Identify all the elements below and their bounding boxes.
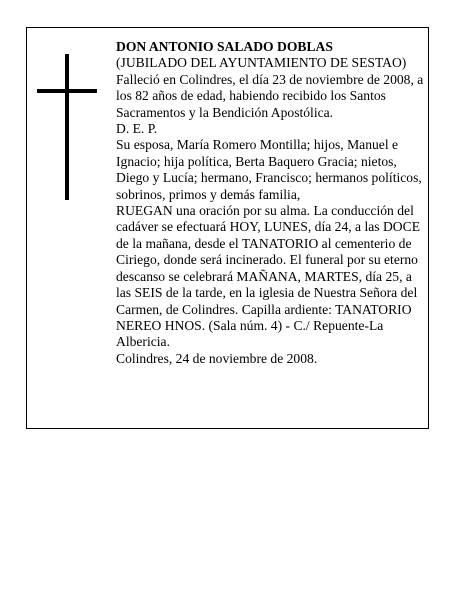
deceased-title: (JUBILADO DEL AYUNTAMIENTO DE SESTAO) [116,55,407,71]
death-statement: Falleció en Colindres, el día 23 de noviembre de 2008, a los 82 años de edad, habiendo recibido los Santos Sacramentos y la Bendición Apostólica. [116,71,424,120]
notice-body [116,39,428,367]
funeral-details: RUEGAN una oración por su alma. La conducción del cadáver se efectuará HOY, LUNES, día 24, a las DOCE de la mañana, desde el TANATORIO al cementerio de Ciriego, donde será incinerado. El funeral por su eterno descanso se celebrará MAÑANA, MARTES, día 25, a las SEIS de la tarde, en la iglesia de Nuestra Señora del Carmen, de Colindres. Capilla ardiente: TANATORIO NEREO HNOS. (Sala núm. 4) - C./ Repuente-La Albericia. [116,203,420,350]
family-list: Su esposa, María Romero Montilla; hijos, Manuel e Ignacio; hija política, Berta Baquero Gracia; nietos, Diego y Lucía; hermano, Francisco; hermanos políticos, sobrinos, primos y demás familia, [116,137,422,202]
cross-vertical-bar [65,54,69,200]
cross-icon [37,54,97,200]
dep-line: D. E. P. [116,121,158,137]
cross-horizontal-bar [37,89,97,93]
obituary-notice [26,27,429,429]
deceased-name: DON ANTONIO SALADO DOBLAS [116,39,333,54]
place-date: Colindres, 24 de noviembre de 2008. [116,350,318,366]
